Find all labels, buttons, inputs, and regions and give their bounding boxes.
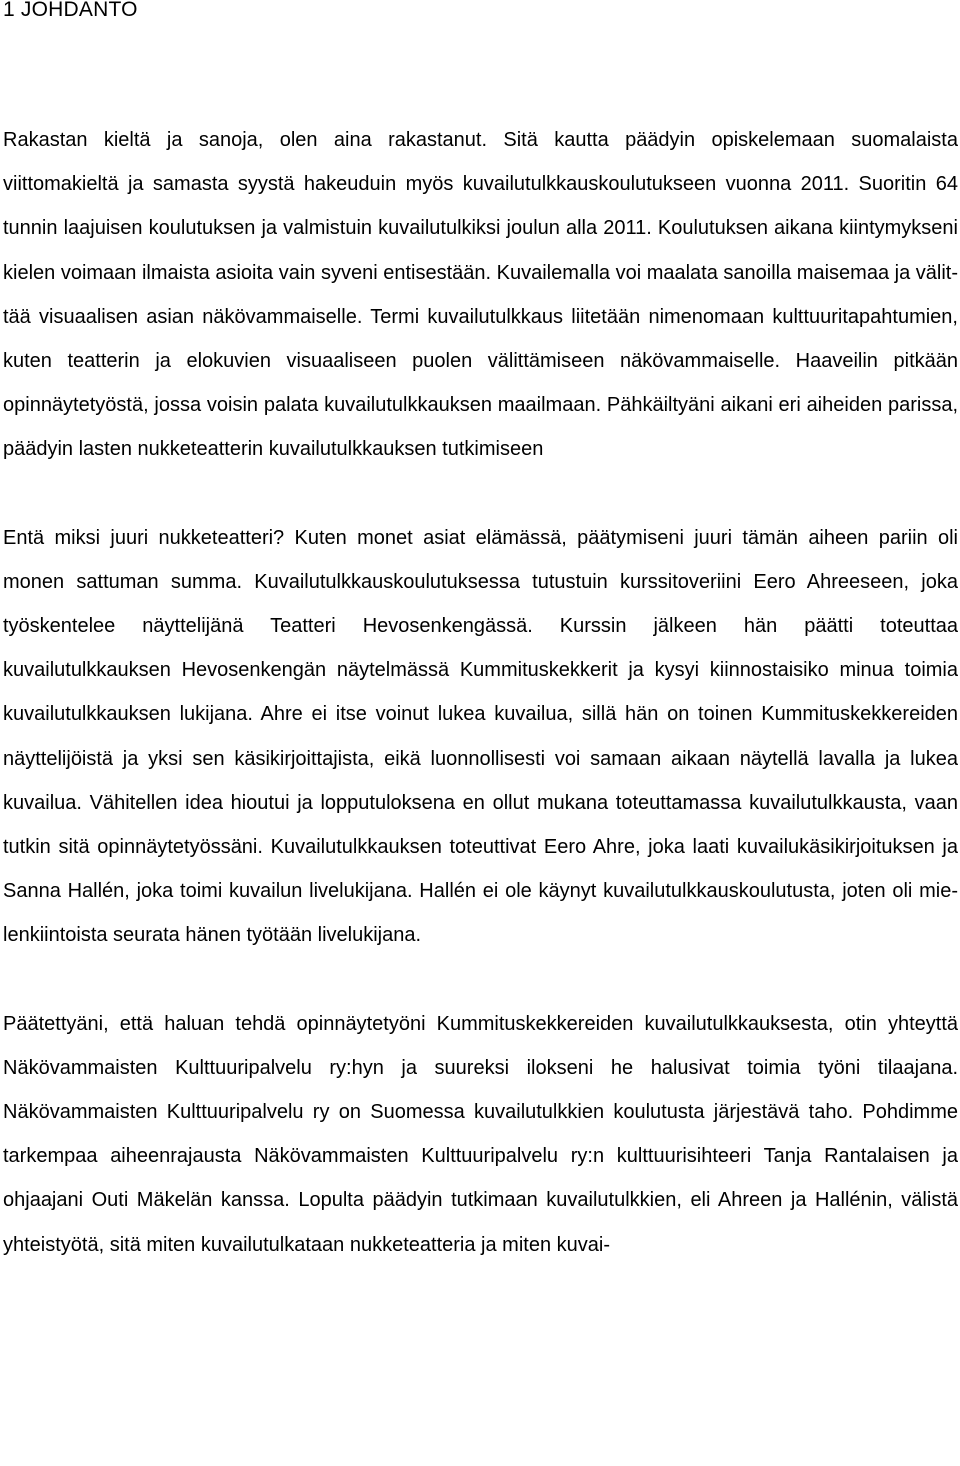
- chapter-heading: 1 JOHDANTO: [3, 0, 138, 21]
- paragraph-commission: Päätettyäni, että haluan tehdä opinnäytetyöni Kummituskekkereiden kuvailutulkkauksesta, otin yhteyttä Näkövammaisten Kulttuuripalvelu ry:hyn ja suureksi ilokseni he halusivat toimia työni tilaajana. Näkövammaisten Kulttuuripalvelu ry on Suomessa kuvailutulkkien koulutusta järjestävä taho. Pohdimme tarkempaa aiheenrajausta Näkövammaisten Kulttuuripalvelu ry:n kulttuurisihteeri Tanja Rantalaisen ja ohjaajani Outi Mäkelän kanssa. Lopulta päädyin tutkimaan kuvailutulkkien, eli Ahreen ja Hallénin, välistä yhteistyötä, sitä miten kuvailutulkataan nukketeatteria ja miten kuvai-: [3, 1012, 958, 1256]
- body-text: [3, 118, 958, 1267]
- paragraph-intro: Rakastan kieltä ja sanoja, olen aina rakastanut. Sitä kautta päädyin opiskelemaan suomalaista viittomakieltä ja samasta syystä hakeuduin myös kuvailutulkkauskoulutukseen vuonna 2011. Suoritin 64 tunnin laajuisen koulutuksen ja valmistuin kuvailutulkiksi joulun alla 2011. Koulutuksen aikana kiintymykseni kielen voimaan ilmaista asioita vain syveni entisestään. Kuvailemalla voi maalata sanoilla maisemaa ja välittää visuaalisen asian näkövammaiselle. Termi kuvailutulkkaus liitetään nimenomaan kulttuuritapahtumien, kuten teatterin ja elokuvien visuaaliseen puolen välittämiseen näkövammaiselle. Haaveilin pitkään opinnäytetyöstä, jossa voisin palata kuvailutulkkauksen maailmaan. Pähkäiltyäni aikani eri aiheiden parissa, päädyin lasten nukketeatterin kuvailutulkkauksen tutkimiseen: [3, 129, 958, 461]
- paragraph-puppet-theatre: Entä miksi juuri nukketeatteri? Kuten monet asiat elämässä, päätymiseni juuri tämän aiheen pariin oli monen sattuman summa. Kuvailutulkkauskoulutuksessa tutustuin kurssitoveriini Eero Ahreeseen, joka työskentelee näyttelijänä Teatteri Hevosenkengässä. Kurssin jälkeen hän päätti toteuttaa kuvailutulkkauksen Hevosenkengän näytelmässä Kummituskekkerit ja kysyi kiinnostaisiko minua toimia kuvailutulkkauksen lukijana. Ahre ei itse voinut lukea kuvailua, sillä hän on toinen Kummituskekkereiden näyttelijöistä ja yksi sen käsikirjoittajista, eikä luonnollisesti voi samaan aikaan näytellä lavalla ja lukea kuvailua. Vähitellen idea hioutui ja lopputuloksena en ollut mukana toteuttamassa kuvailutulkkausta, vaan tutkin sitä opinnäytetyössäni. Kuvailutulkkauksen toteuttivat Eero Ahre, joka laati kuvailukäsikirjoituksen ja Sanna Hallén, joka toimi kuvailun livelukijana. Hallén ei ole käynyt kuvailutulkkauskoulutusta, joten oli mielenkiintoista seurata hänen työtään livelukijana.: [3, 526, 958, 947]
